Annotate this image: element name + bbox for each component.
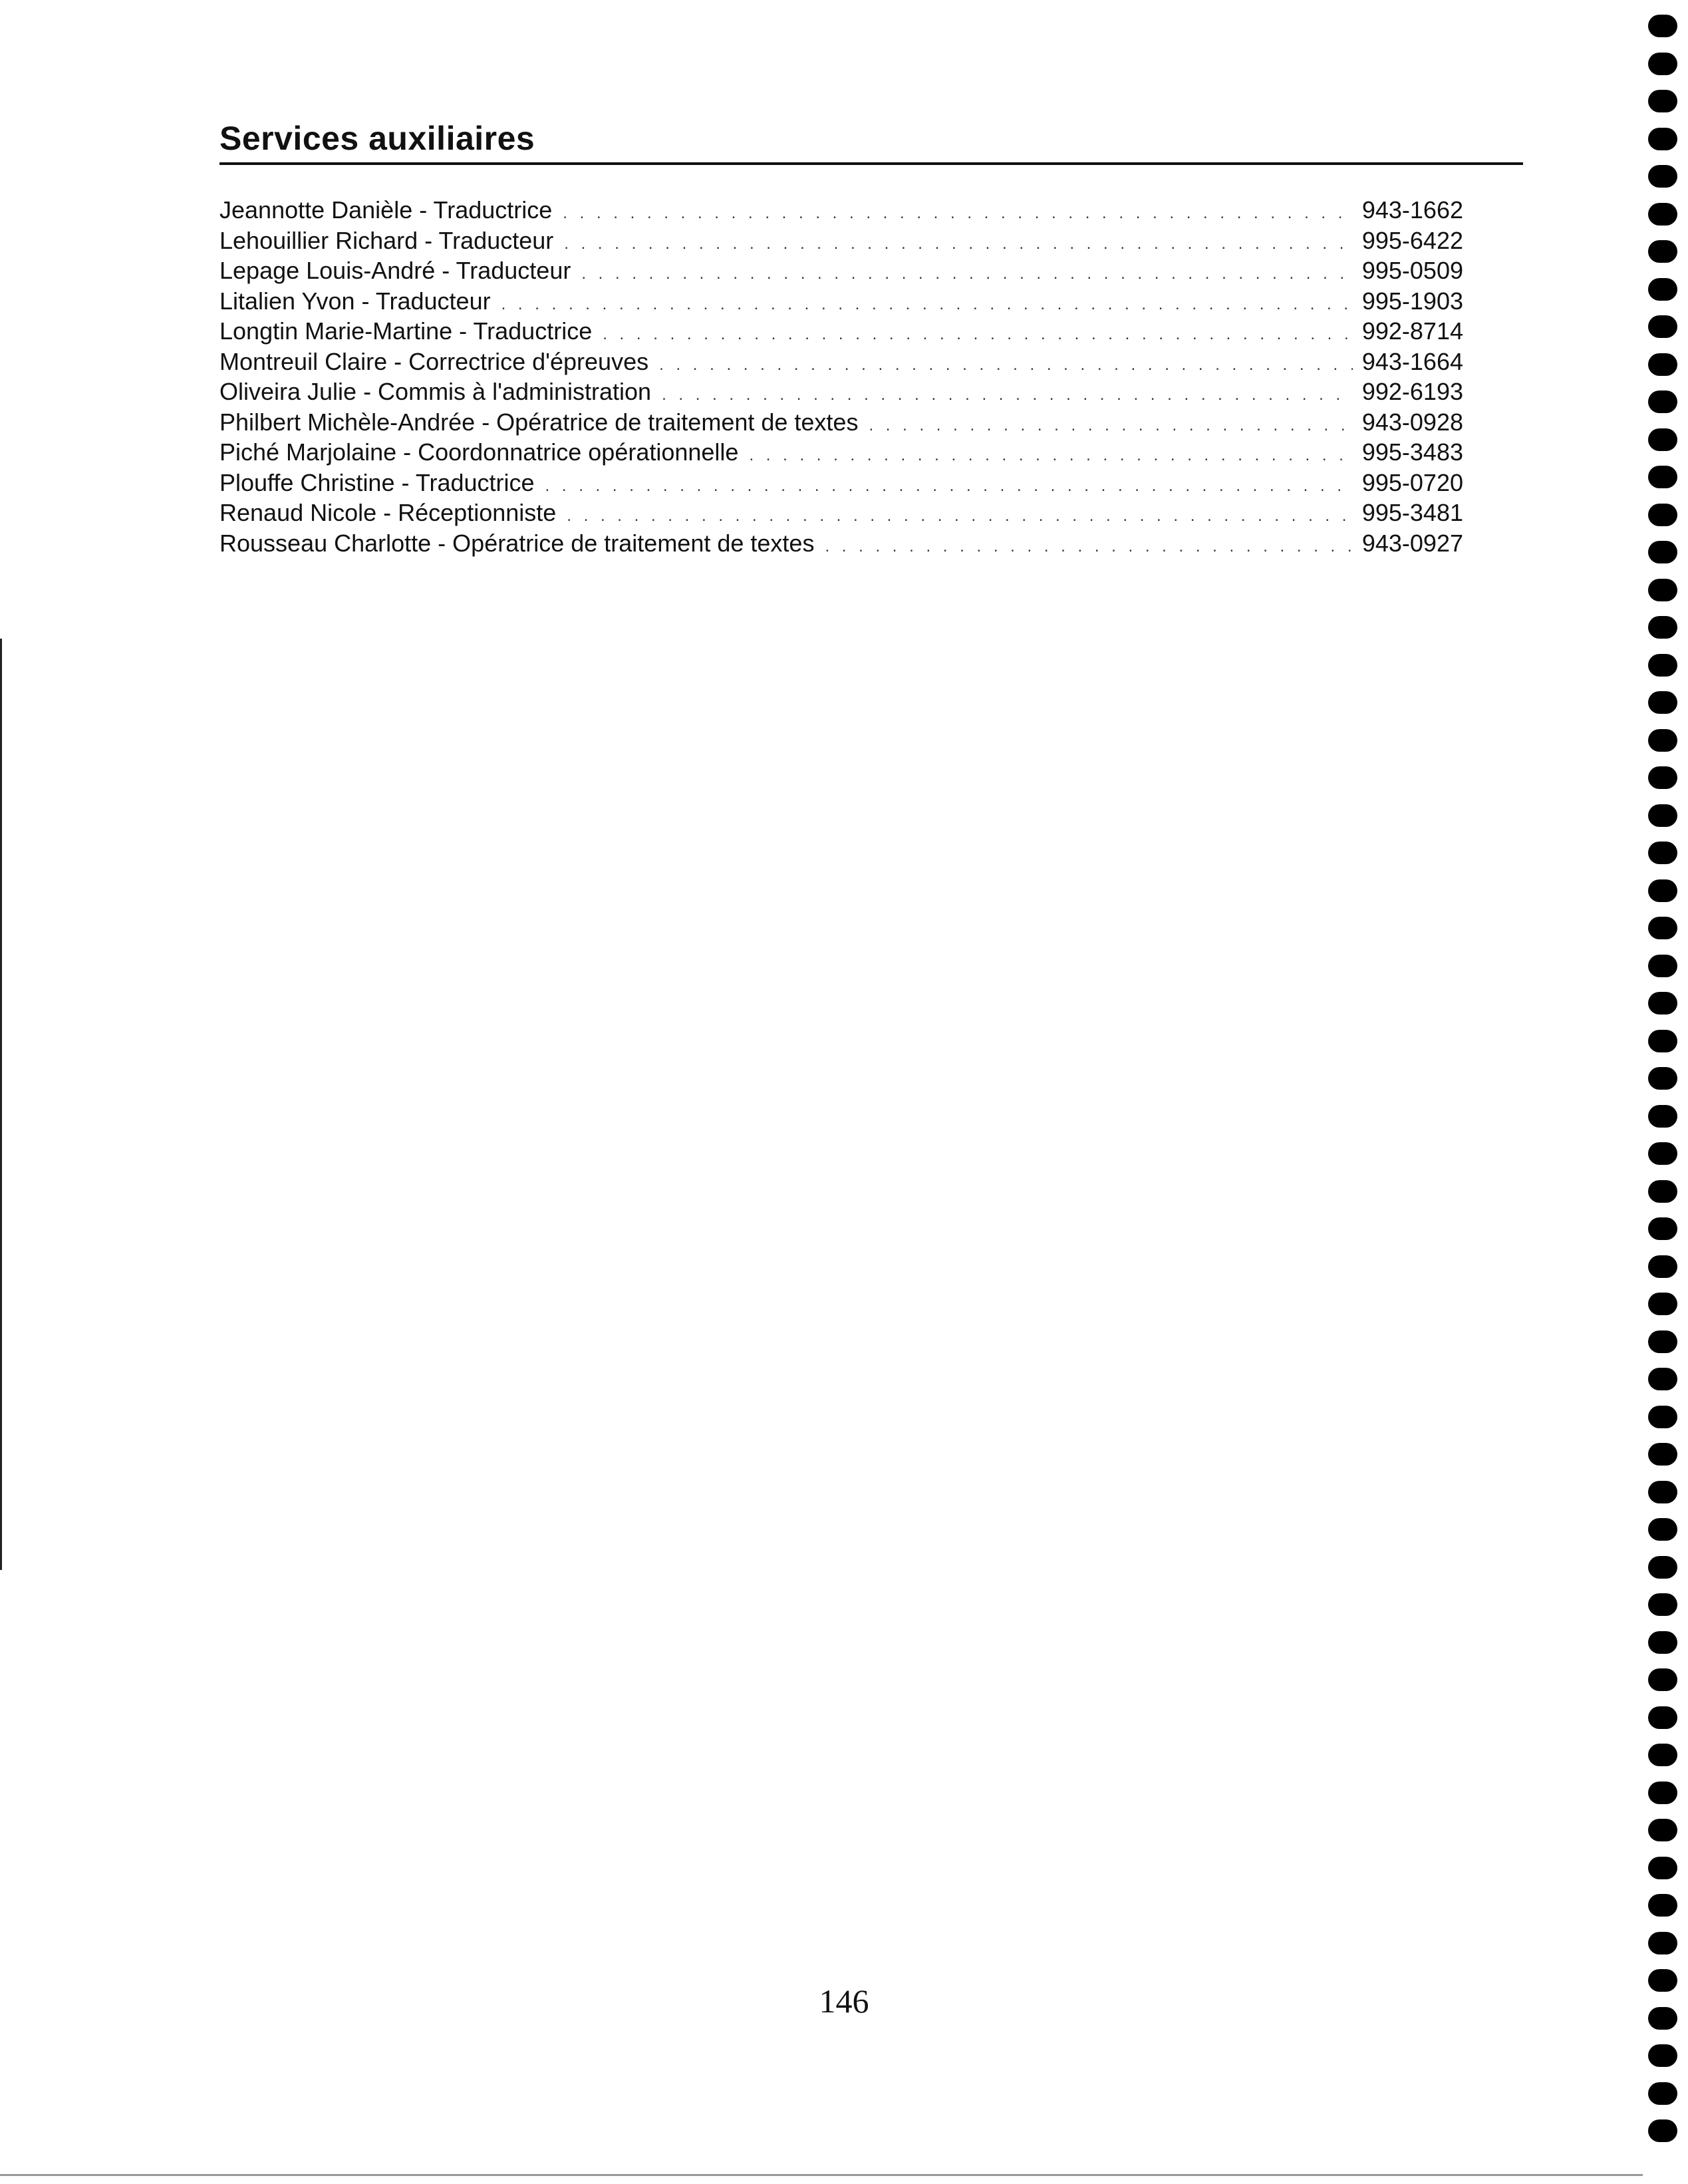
binding-hole [1648,165,1677,188]
directory-entry [219,528,1463,559]
dot-leader [501,289,1353,319]
binding-hole [1648,1481,1677,1503]
binding-hole [1648,1631,1677,1654]
binding-hole [1648,466,1677,488]
binding-hole [1648,504,1677,526]
binding-hole [1648,2044,1677,2067]
section-title: Services auxiliaires [219,120,535,157]
binding-hole [1648,1857,1677,1879]
binding-hole [1648,955,1677,977]
binding-hole [1648,428,1677,451]
binding-hole [1648,654,1677,677]
binding-hole [1648,1894,1677,1917]
entry-name: Litalien Yvon - Traducteur [219,287,491,315]
staff-directory [219,195,1463,558]
binding-hole [1648,766,1677,789]
spiral-binding [1648,15,1677,2177]
binding-hole [1648,579,1677,601]
directory-entry [219,316,1463,347]
scan-bottom-edge [0,2174,1643,2176]
binding-hole [1648,240,1677,263]
binding-hole [1648,804,1677,827]
binding-hole [1648,1368,1677,1390]
binding-hole [1648,1030,1677,1052]
binding-hole [1648,2007,1677,2030]
binding-hole [1648,1744,1677,1766]
dot-leader [563,198,1353,228]
binding-hole [1648,1819,1677,1841]
binding-hole [1648,1406,1677,1428]
binding-hole [1648,992,1677,1014]
binding-hole [1648,1255,1677,1278]
binding-hole [1648,917,1677,939]
binding-hole [1648,1668,1677,1691]
binding-hole [1648,390,1677,413]
directory-entry [219,255,1463,286]
entry-name: Oliveira Julie - Commis à l'administration [219,378,652,405]
binding-hole [1648,1180,1677,1203]
binding-hole [1648,1593,1677,1616]
entry-phone: 943-0927 [1361,529,1463,557]
entry-phone: 995-0509 [1361,257,1463,284]
binding-hole [1648,1518,1677,1541]
entry-phone: 995-6422 [1361,226,1463,254]
entry-phone: 943-1664 [1361,347,1463,375]
directory-entry [219,286,1463,317]
entry-phone: 943-1662 [1361,196,1463,224]
dot-leader [567,501,1353,531]
entry-name: Montreuil Claire - Correctrice d'épreuves [219,347,649,375]
binding-hole [1648,1556,1677,1579]
binding-hole [1648,15,1677,37]
entry-phone: 992-8714 [1361,317,1463,345]
binding-hole [1648,1067,1677,1090]
entry-name: Jeannotte Danièle - Traductrice [219,196,553,224]
directory-entry [219,347,1463,377]
binding-hole [1648,278,1677,301]
binding-hole [1648,842,1677,864]
entry-name: Renaud Nicole - Réceptionniste [219,499,557,526]
binding-hole [1648,1782,1677,1804]
binding-hole [1648,1443,1677,1466]
binding-hole [1648,1105,1677,1128]
binding-hole [1648,691,1677,714]
binding-hole [1648,353,1677,376]
entry-phone: 995-1903 [1361,287,1463,315]
dot-leader [603,319,1353,349]
entry-phone: 992-6193 [1361,378,1463,405]
binding-hole [1648,729,1677,752]
entry-name: Philbert Michèle-Andrée - Opératrice de traitement de textes [219,408,859,436]
binding-hole [1648,315,1677,338]
entry-name: Lehouillier Richard - Traducteur [219,226,554,254]
directory-entry [219,468,1463,498]
dot-leader [749,440,1352,470]
dot-leader [545,471,1353,501]
binding-hole [1648,1969,1677,1992]
binding-hole [1648,1217,1677,1240]
binding-hole [1648,1142,1677,1165]
binding-hole [1648,1330,1677,1353]
dot-leader [564,229,1353,259]
binding-hole [1648,53,1677,75]
directory-entry [219,377,1463,407]
directory-entry [219,195,1463,226]
directory-entry [219,407,1463,438]
dot-leader [825,532,1352,561]
entry-name: Lepage Louis-André - Traducteur [219,257,571,284]
entry-phone: 995-0720 [1361,468,1463,496]
entry-name: Longtin Marie-Martine - Traductrice [219,317,593,345]
binding-hole [1648,541,1677,563]
directory-entry [219,437,1463,468]
entry-phone: 943-0928 [1361,408,1463,436]
dot-leader [662,380,1353,410]
binding-hole [1648,90,1677,112]
entry-name: Piché Marjolaine - Coordonnatrice opérationnelle [219,438,739,466]
directory-entry [219,226,1463,256]
entry-name: Plouffe Christine - Traductrice [219,468,535,496]
dot-leader [659,350,1353,380]
binding-hole [1648,616,1677,639]
entry-name: Rousseau Charlotte - Opératrice de traitement de textes [219,529,815,557]
binding-hole [1648,1706,1677,1729]
binding-hole [1648,2082,1677,2105]
binding-hole [1648,203,1677,226]
scan-left-edge [0,639,2,1570]
binding-hole [1648,879,1677,902]
page-number: 146 [819,1982,869,2020]
binding-hole [1648,2119,1677,2142]
dot-leader [869,410,1352,440]
binding-hole [1648,128,1677,150]
dot-leader [581,259,1353,289]
binding-hole [1648,1293,1677,1315]
directory-entry [219,498,1463,528]
entry-phone: 995-3483 [1361,438,1463,466]
entry-phone: 995-3481 [1361,499,1463,526]
binding-hole [1648,1932,1677,1954]
title-rule [219,162,1523,165]
